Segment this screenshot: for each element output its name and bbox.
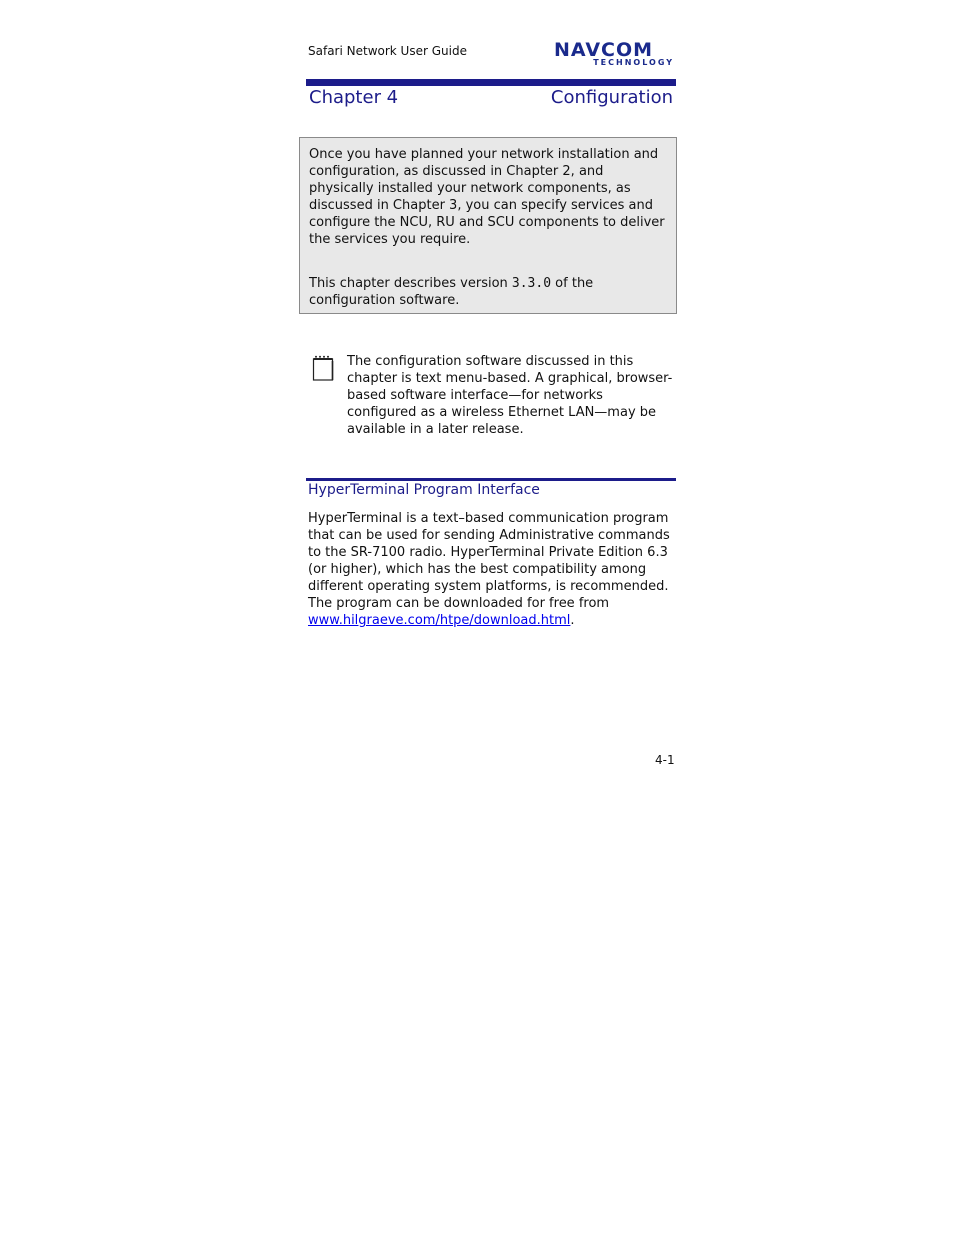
document-title: Safari Network User Guide bbox=[308, 44, 467, 58]
chapter-title: Configuration bbox=[550, 87, 673, 108]
section-body-text: HyperTerminal is a text–based communication program that can be used for sending Administrative commands to the SR-7100 radio. HyperTerminal Private Edition 6.3 (or higher), which has the best compatibility among different operating system platforms, is recommended. The program can be downloaded for free from bbox=[308, 511, 670, 611]
navcom-logo bbox=[554, 39, 676, 67]
notepad-icon bbox=[312, 355, 334, 381]
intro-version-lead: This chapter describes version bbox=[309, 276, 512, 291]
download-link[interactable]: www.hilgraeve.com/htpe/download.html bbox=[308, 613, 571, 628]
note-text: The configuration software discussed in this chapter is text menu-based. A graphical, browser-based software interface—for networks configured as a wireless Ethernet LAN—may be available in a later release. bbox=[347, 354, 673, 437]
logo-subtitle: TECHNOLOGY bbox=[593, 58, 674, 67]
section-body-end: . bbox=[570, 613, 575, 628]
section-heading: HyperTerminal Program Interface bbox=[308, 482, 540, 498]
version-number: 3.3.0 bbox=[511, 276, 552, 291]
intro-paragraph-1: Once you have planned your network installation and configuration, as discussed in Chapter 2, and physically installed your network components, as discussed in Chapter 3, you can specify services and configure the NCU, RU and SCU components to deliver the services you require. bbox=[309, 147, 665, 247]
chapter-rule bbox=[306, 79, 676, 86]
section-rule bbox=[306, 478, 676, 481]
page-number: 4-1 bbox=[655, 753, 675, 767]
section-body bbox=[308, 510, 674, 629]
intro-version-tail: of the configuration software. bbox=[309, 276, 594, 308]
intro-box bbox=[299, 137, 677, 314]
intro-paragraph-2 bbox=[309, 275, 667, 309]
chapter-label: Chapter 4 bbox=[309, 87, 399, 108]
logo-wordmark: NAVCOM bbox=[554, 39, 654, 61]
